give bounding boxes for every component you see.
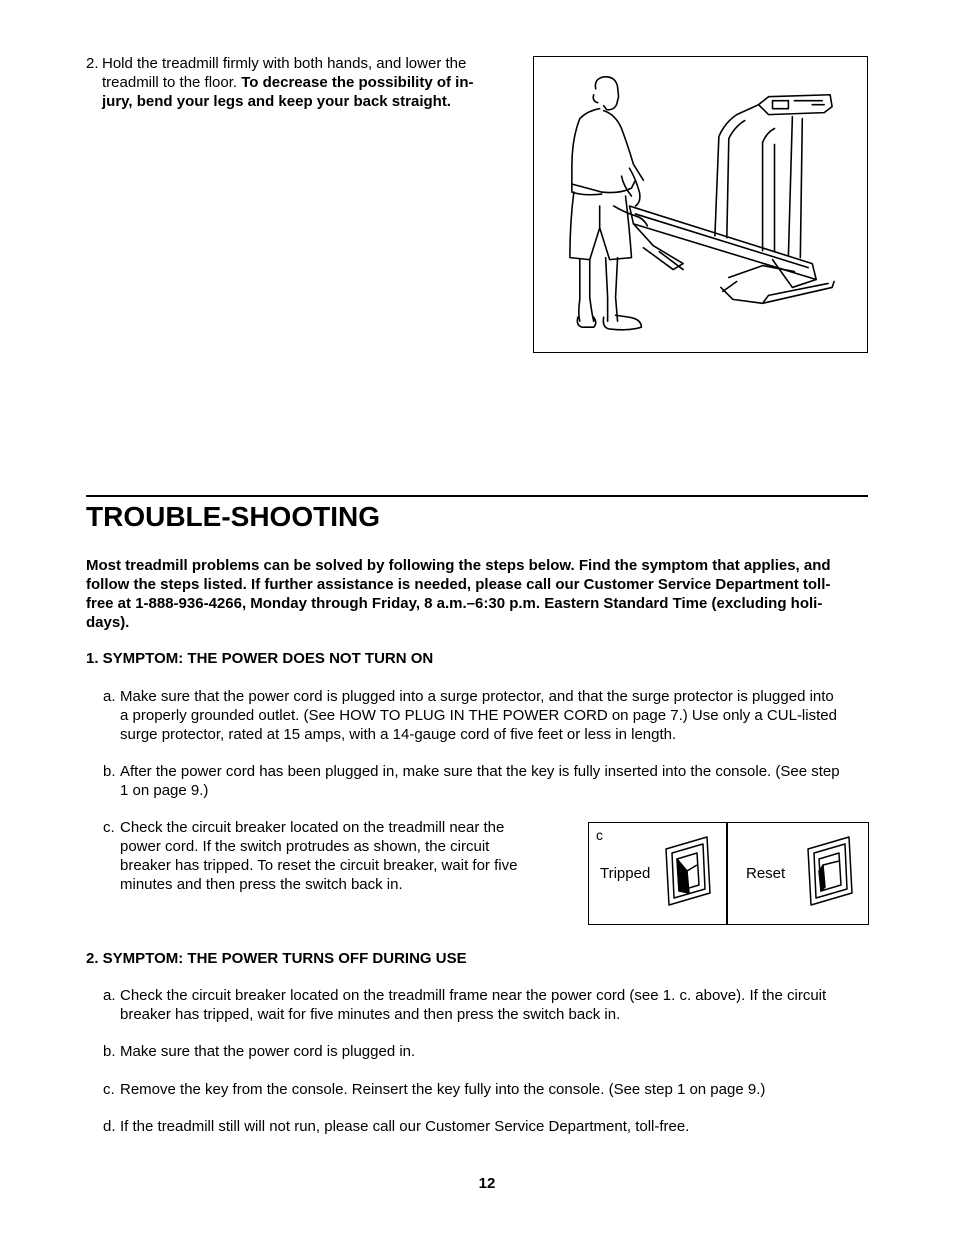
item-label: a.	[103, 987, 116, 1004]
figure-divider	[726, 823, 728, 924]
page-number: 12	[478, 1175, 496, 1192]
reset-label: Reset	[746, 865, 786, 882]
section-rule	[86, 495, 868, 497]
symptom-2-item-d	[103, 1117, 868, 1136]
step-2-warning-2: jury, bend your legs and keep your back straight.	[102, 93, 451, 110]
item-line: a properly grounded outlet. (See HOW TO PLUG IN THE POWER CORD on page 7.) Use only a CUL-listed	[120, 707, 837, 724]
tripped-label: Tripped	[600, 865, 651, 882]
item-line: surge protector, rated at 15 amps, with a 14-gauge cord of five feet or less in length.	[120, 726, 677, 743]
step-2-warning-1: To decrease the possibility of in-	[241, 74, 474, 91]
item-label: a.	[103, 688, 116, 705]
circuit-breaker-figure	[588, 822, 869, 925]
intro-line: free at 1-888-936-4266, Monday through Friday, 8 a.m.–6:30 p.m. Eastern Standard Time (excluding holi-	[86, 595, 823, 612]
item-line: Check the circuit breaker located on the treadmill near the	[120, 819, 505, 836]
intro-line: days).	[86, 614, 130, 631]
item-line: power cord. If the switch protrudes as shown, the circuit	[120, 838, 490, 855]
item-label: b.	[103, 1043, 116, 1060]
intro-paragraph	[86, 556, 868, 632]
step-2-line-1: Hold the treadmill firmly with both hands, and lower the	[102, 55, 467, 72]
item-line: If the treadmill still will not run, please call our Customer Service Department, toll-free.	[120, 1118, 690, 1135]
step-2-number: 2.	[86, 55, 99, 72]
item-line: After the power cord has been plugged in, make sure that the key is fully inserted into the console. (See step	[120, 763, 840, 780]
item-label: b.	[103, 763, 116, 780]
symptom-1-item-b	[103, 762, 868, 800]
item-label: c.	[103, 1081, 115, 1098]
item-line: breaker has tripped. To reset the circuit breaker, wait for five	[120, 857, 518, 874]
symptom-1-heading: 1. SYMPTOM: THE POWER DOES NOT TURN ON	[86, 650, 434, 667]
lowering-treadmill-illustration	[533, 56, 868, 353]
item-line: 1 on page 9.)	[120, 782, 209, 799]
symptom-2-item-a	[103, 986, 868, 1024]
step-2-line-2: treadmill to the floor.	[102, 74, 242, 91]
step-2	[86, 54, 506, 111]
symptom-2-item-b	[103, 1042, 868, 1061]
symptom-2-heading: 2. SYMPTOM: THE POWER TURNS OFF DURING USE	[86, 950, 467, 967]
item-line: Check the circuit breaker located on the treadmill frame near the power cord (see 1. c. above). If the circuit	[120, 987, 827, 1004]
intro-line: follow the steps listed. If further assistance is needed, please call our Customer Service Department toll-	[86, 576, 831, 593]
symptom-1-item-a	[103, 687, 868, 744]
symptom-2-item-c	[103, 1080, 868, 1099]
intro-line: Most treadmill problems can be solved by following the steps below. Find the symptom that applies, and	[86, 557, 831, 574]
item-line: breaker has tripped, wait for five minutes and then press the switch back in.	[120, 1006, 621, 1023]
item-label: d.	[103, 1118, 116, 1135]
figure-callout: c	[596, 827, 603, 843]
symptom-1-item-c	[103, 818, 543, 894]
item-line: Make sure that the power cord is plugged into a surge protector, and that the surge protector is plugged into	[120, 688, 834, 705]
item-line: Make sure that the power cord is plugged in.	[120, 1043, 416, 1060]
tripped-switch-icon	[663, 835, 713, 907]
item-line: Remove the key from the console. Reinsert the key fully into the console. (See step 1 on page 9.)	[120, 1081, 766, 1098]
item-label: c.	[103, 819, 115, 836]
section-title: TROUBLE-SHOOTING	[86, 501, 380, 532]
item-line: minutes and then press the switch back in.	[120, 876, 403, 893]
reset-switch-icon	[805, 835, 855, 907]
